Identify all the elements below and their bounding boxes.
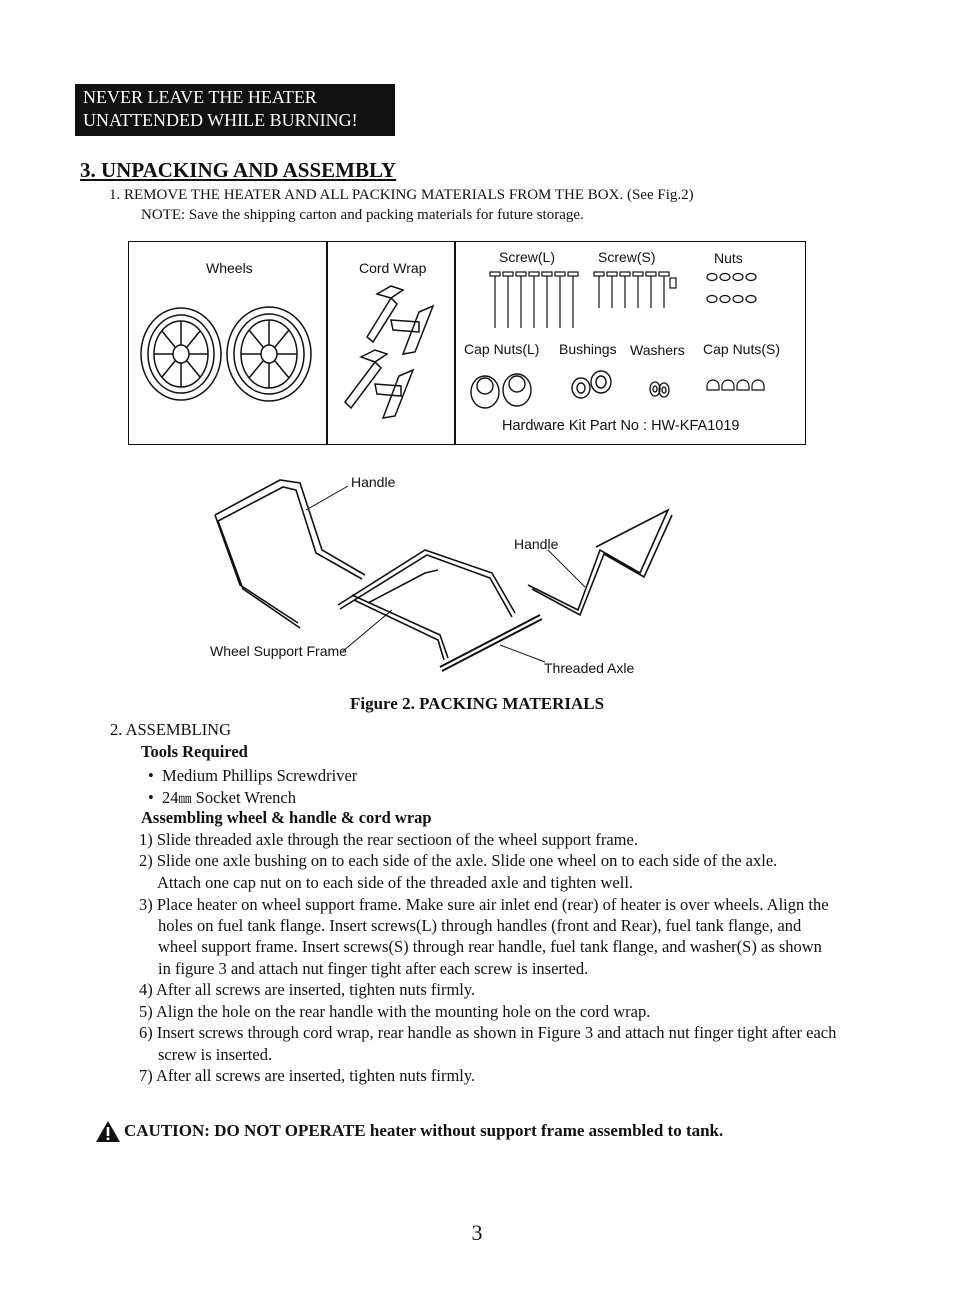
assembling-heading: 2. ASSEMBLING	[110, 720, 232, 739]
tool-2-unit: ㎜	[178, 791, 192, 806]
wheels-label: Wheels	[206, 260, 253, 276]
tools-required-title: Tools Required	[141, 742, 248, 761]
warning-box	[75, 84, 395, 136]
tool-1: Medium Phillips Screwdriver	[162, 766, 358, 785]
tool-2-size: 24	[162, 788, 179, 807]
page-number: 3	[471, 1220, 483, 1245]
section-heading: 3. UNPACKING AND ASSEMBLY	[80, 158, 397, 182]
cap-nut-s-icon	[707, 380, 764, 390]
note-text: NOTE: Save the shipping carton and packing materials for future storage.	[141, 207, 584, 223]
bushings-label: Bushings	[559, 341, 617, 357]
figure-caption: Figure 2. PACKING MATERIALS	[349, 694, 605, 713]
hardware-kit-panel	[128, 241, 806, 445]
assembly-step: 6) Insert screws through cord wrap, rear handle as shown in Figure 3 and attach nut finger tight after each	[139, 1023, 837, 1042]
warning-triangle-icon	[95, 1120, 121, 1143]
assembly-step: in figure 3 and attach nut finger tight after each screw is inserted.	[158, 959, 589, 978]
assembly-step: Attach one cap nut on to each side of the threaded axle and tighten well.	[157, 873, 634, 892]
cord-wrap-icon	[367, 286, 433, 354]
tool-item: • 24㎜ Socket Wrench	[148, 788, 296, 807]
washers-label: Washers	[630, 342, 685, 358]
nuts-icon	[707, 274, 756, 303]
warning-line-2: UNATTENDED WHILE BURNING!	[83, 110, 358, 130]
front-handle-icon	[215, 480, 365, 575]
threaded-axle-icon	[440, 615, 542, 671]
screw-l-label: Screw(L)	[499, 249, 556, 265]
step-1-text: 1. REMOVE THE HEATER AND ALL PACKING MATERIALS FROM THE BOX. (See Fig.2)	[109, 187, 694, 203]
warning-line-1: NEVER LEAVE THE HEATER	[83, 87, 317, 107]
kit-artwork	[129, 242, 807, 446]
tool-2-name: Socket Wrench	[195, 788, 296, 807]
nuts-label: Nuts	[714, 250, 743, 266]
assembly-step: 5) Align the hole on the rear handle with the mounting hole on the cord wrap.	[139, 1002, 651, 1021]
assembly-step: 2) Slide one axle bushing on to each side of the axle. Slide one wheel on to each side of the axle.	[139, 851, 778, 870]
cap-nuts-s-label: Cap Nuts(S)	[703, 341, 781, 357]
assembly-step: screw is inserted.	[158, 1045, 273, 1064]
assembly-step: 4) After all screws are inserted, tighten nuts firmly.	[139, 980, 476, 999]
part-number-label: Hardware Kit Part No : HW-KFA1019	[502, 418, 740, 434]
assembly-step: 3) Place heater on wheel support frame. Make sure air inlet end (rear) of heater is over wheels. Align the	[139, 895, 829, 914]
frame-diagram	[0, 455, 954, 685]
screw-s-icon	[594, 272, 676, 308]
assembly-step: holes on fuel tank flange. Insert screws(L) through handles (front and Rear), fuel tank flange, and	[158, 916, 802, 935]
assembly-step: wheel support frame. Insert screws(S) through rear handle, fuel tank flange, and washer(S) as shown	[158, 937, 822, 956]
wheel-support-frame-label: Wheel Support Frame	[210, 643, 347, 659]
assembling-subtitle: Assembling wheel & handle & cord wrap	[141, 808, 432, 827]
cord-wrap-label: Cord Wrap	[359, 260, 427, 276]
rear-handle-icon	[528, 510, 672, 615]
caution-text: CAUTION: DO NOT OPERATE heater without support frame assembled to tank.	[124, 1121, 724, 1140]
wheel-support-frame-icon	[338, 550, 515, 617]
wheel-icon	[227, 307, 311, 401]
tool-item: • Medium Phillips Screwdriver	[148, 766, 358, 785]
washer-icon	[650, 382, 669, 397]
cap-nuts-l-label: Cap Nuts(L)	[464, 341, 540, 357]
assembly-step: 1) Slide threaded axle through the rear sectioon of the wheel support frame.	[139, 830, 638, 849]
screw-s-label: Screw(S)	[598, 249, 656, 265]
screw-l-icon	[490, 272, 578, 328]
assembly-step: 7) After all screws are inserted, tighten nuts firmly.	[139, 1066, 476, 1085]
wheel-icon	[141, 308, 221, 400]
cap-nut-l-icon	[471, 374, 531, 408]
bushing-icon	[572, 371, 611, 398]
handle-front-label: Handle	[351, 474, 396, 490]
threaded-axle-label: Threaded Axle	[544, 660, 635, 676]
cord-wrap-icon	[345, 350, 413, 418]
handle-rear-label: Handle	[514, 536, 559, 552]
